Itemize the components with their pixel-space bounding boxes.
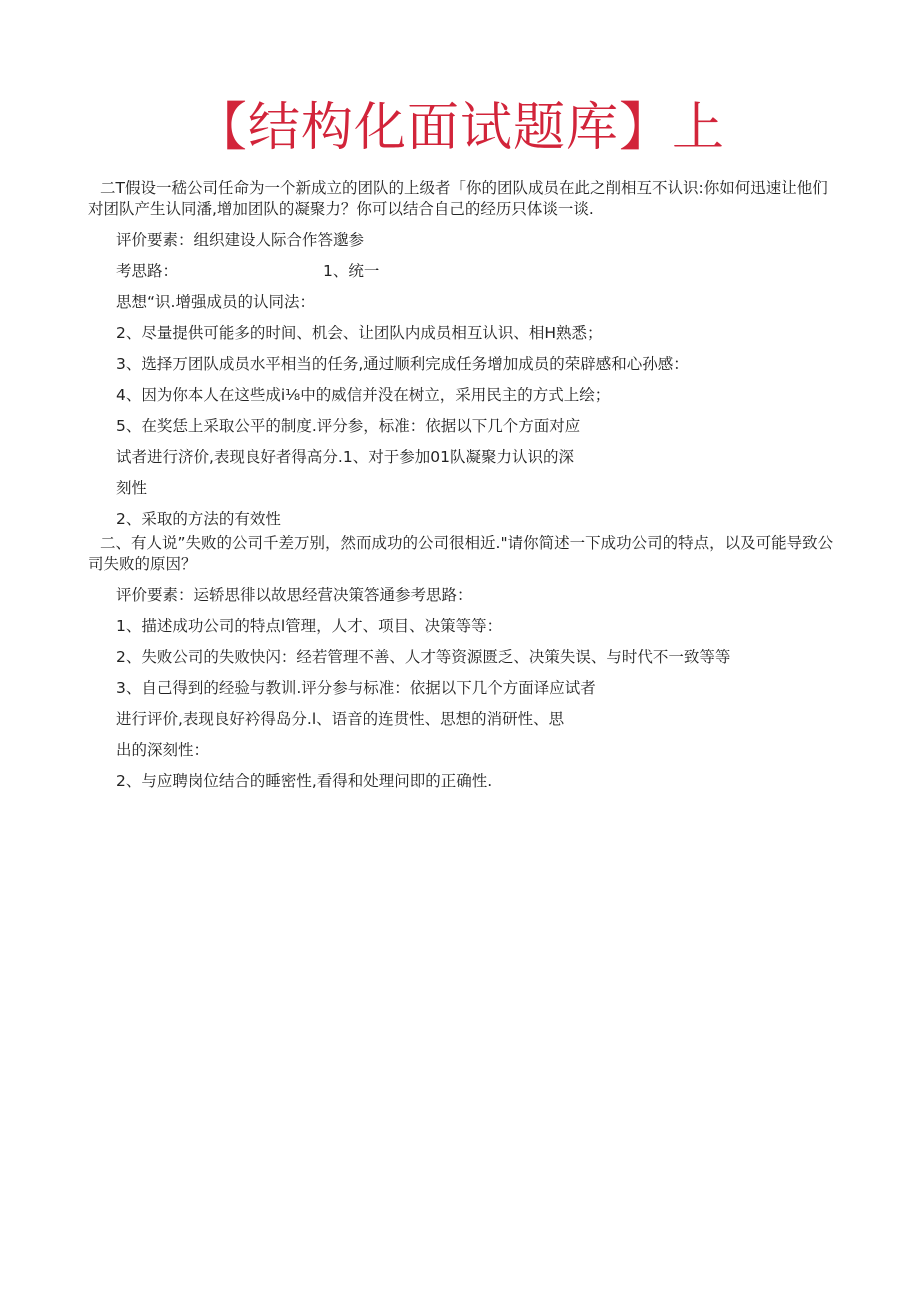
q2-point-1: 1、描述成功公司的特点l管理，人才、项目、决策等等： [116, 617, 503, 635]
q1-scoring-criterion-2: 2、采取的方法的有效性 [116, 510, 281, 528]
q2-evaluation-factors: 评价要素：运轿思徘以故思经营决策答通参考思路： [116, 586, 473, 604]
q2-scoring-criterion-1-continued: 出的深刻性： [116, 741, 210, 759]
q2-scoring-criterion-2: 2、与应聘岗位结合的睡密性,看得和处理问即的正确性. [116, 772, 493, 790]
q1-evaluation-factors: 评价要素：组织建设人际合作答邈参 [116, 231, 365, 249]
document-title: 【结构化面试题库】上 [194, 98, 725, 158]
q1-scoring-criterion-1-continued: 刻性 [116, 479, 148, 497]
question-1-text: 二T假设一嵇公司任命为一个新成立的团队的上级者「你的团队成员在此之削相互不认识:你如何迅速让他们对团队产生认同潘,增加团队的凝聚力？你可以结合自己的经历只体谈一谈. [88, 179, 828, 218]
q1-point-4: 4、因为你本人在这些成i⅛中的威信并没在树立，采用民主的方式上绘； [116, 386, 611, 404]
q2-scoring-criterion-1: 进行评价,表现良好衿得岛分.l、语音的连贯性、思想的消研性、思 [116, 710, 565, 728]
q1-point-3: 3、选择万团队成员水平相当的任务,通过顺利完成任务增加成员的荣辟感和心孙感： [116, 355, 689, 373]
document-body [88, 178, 836, 792]
q2-point-3: 3、自己得到的经验与教训.评分参与标准：依据以下几个方面译应试者 [116, 679, 596, 697]
q1-point-5: 5、在奖恁上采取公平的制度.评分参，标准：依据以下几个方面对应 [116, 417, 581, 435]
q1-point-2: 2、尽量提供可能多的时间、机会、让团队内成员相互认识、相H熟悉； [116, 324, 603, 342]
q1-reference-thinking-line [88, 261, 836, 282]
q1-reference-thinking-label: 考思路： [116, 262, 179, 280]
question-2-text: 二、有人说”失败的公司千差万别，然而成功的公司很相近."请你简述一下成功公司的特点，以及可能导致公司失败的原因？ [88, 534, 834, 573]
q1-scoring-criterion-1: 试者进行济价,表现良好者得高分.1、对于参加01队凝聚力认识的深 [116, 448, 574, 466]
q2-point-2: 2、失败公司的失败快闪：经若管理不善、人才等资源匮乏、决策失误、与时代不一致等等 [116, 648, 731, 666]
q1-point-1-continued: 思想“识.增强成员的认同法： [116, 293, 315, 311]
q1-point-1: 1、统一 [323, 262, 380, 280]
